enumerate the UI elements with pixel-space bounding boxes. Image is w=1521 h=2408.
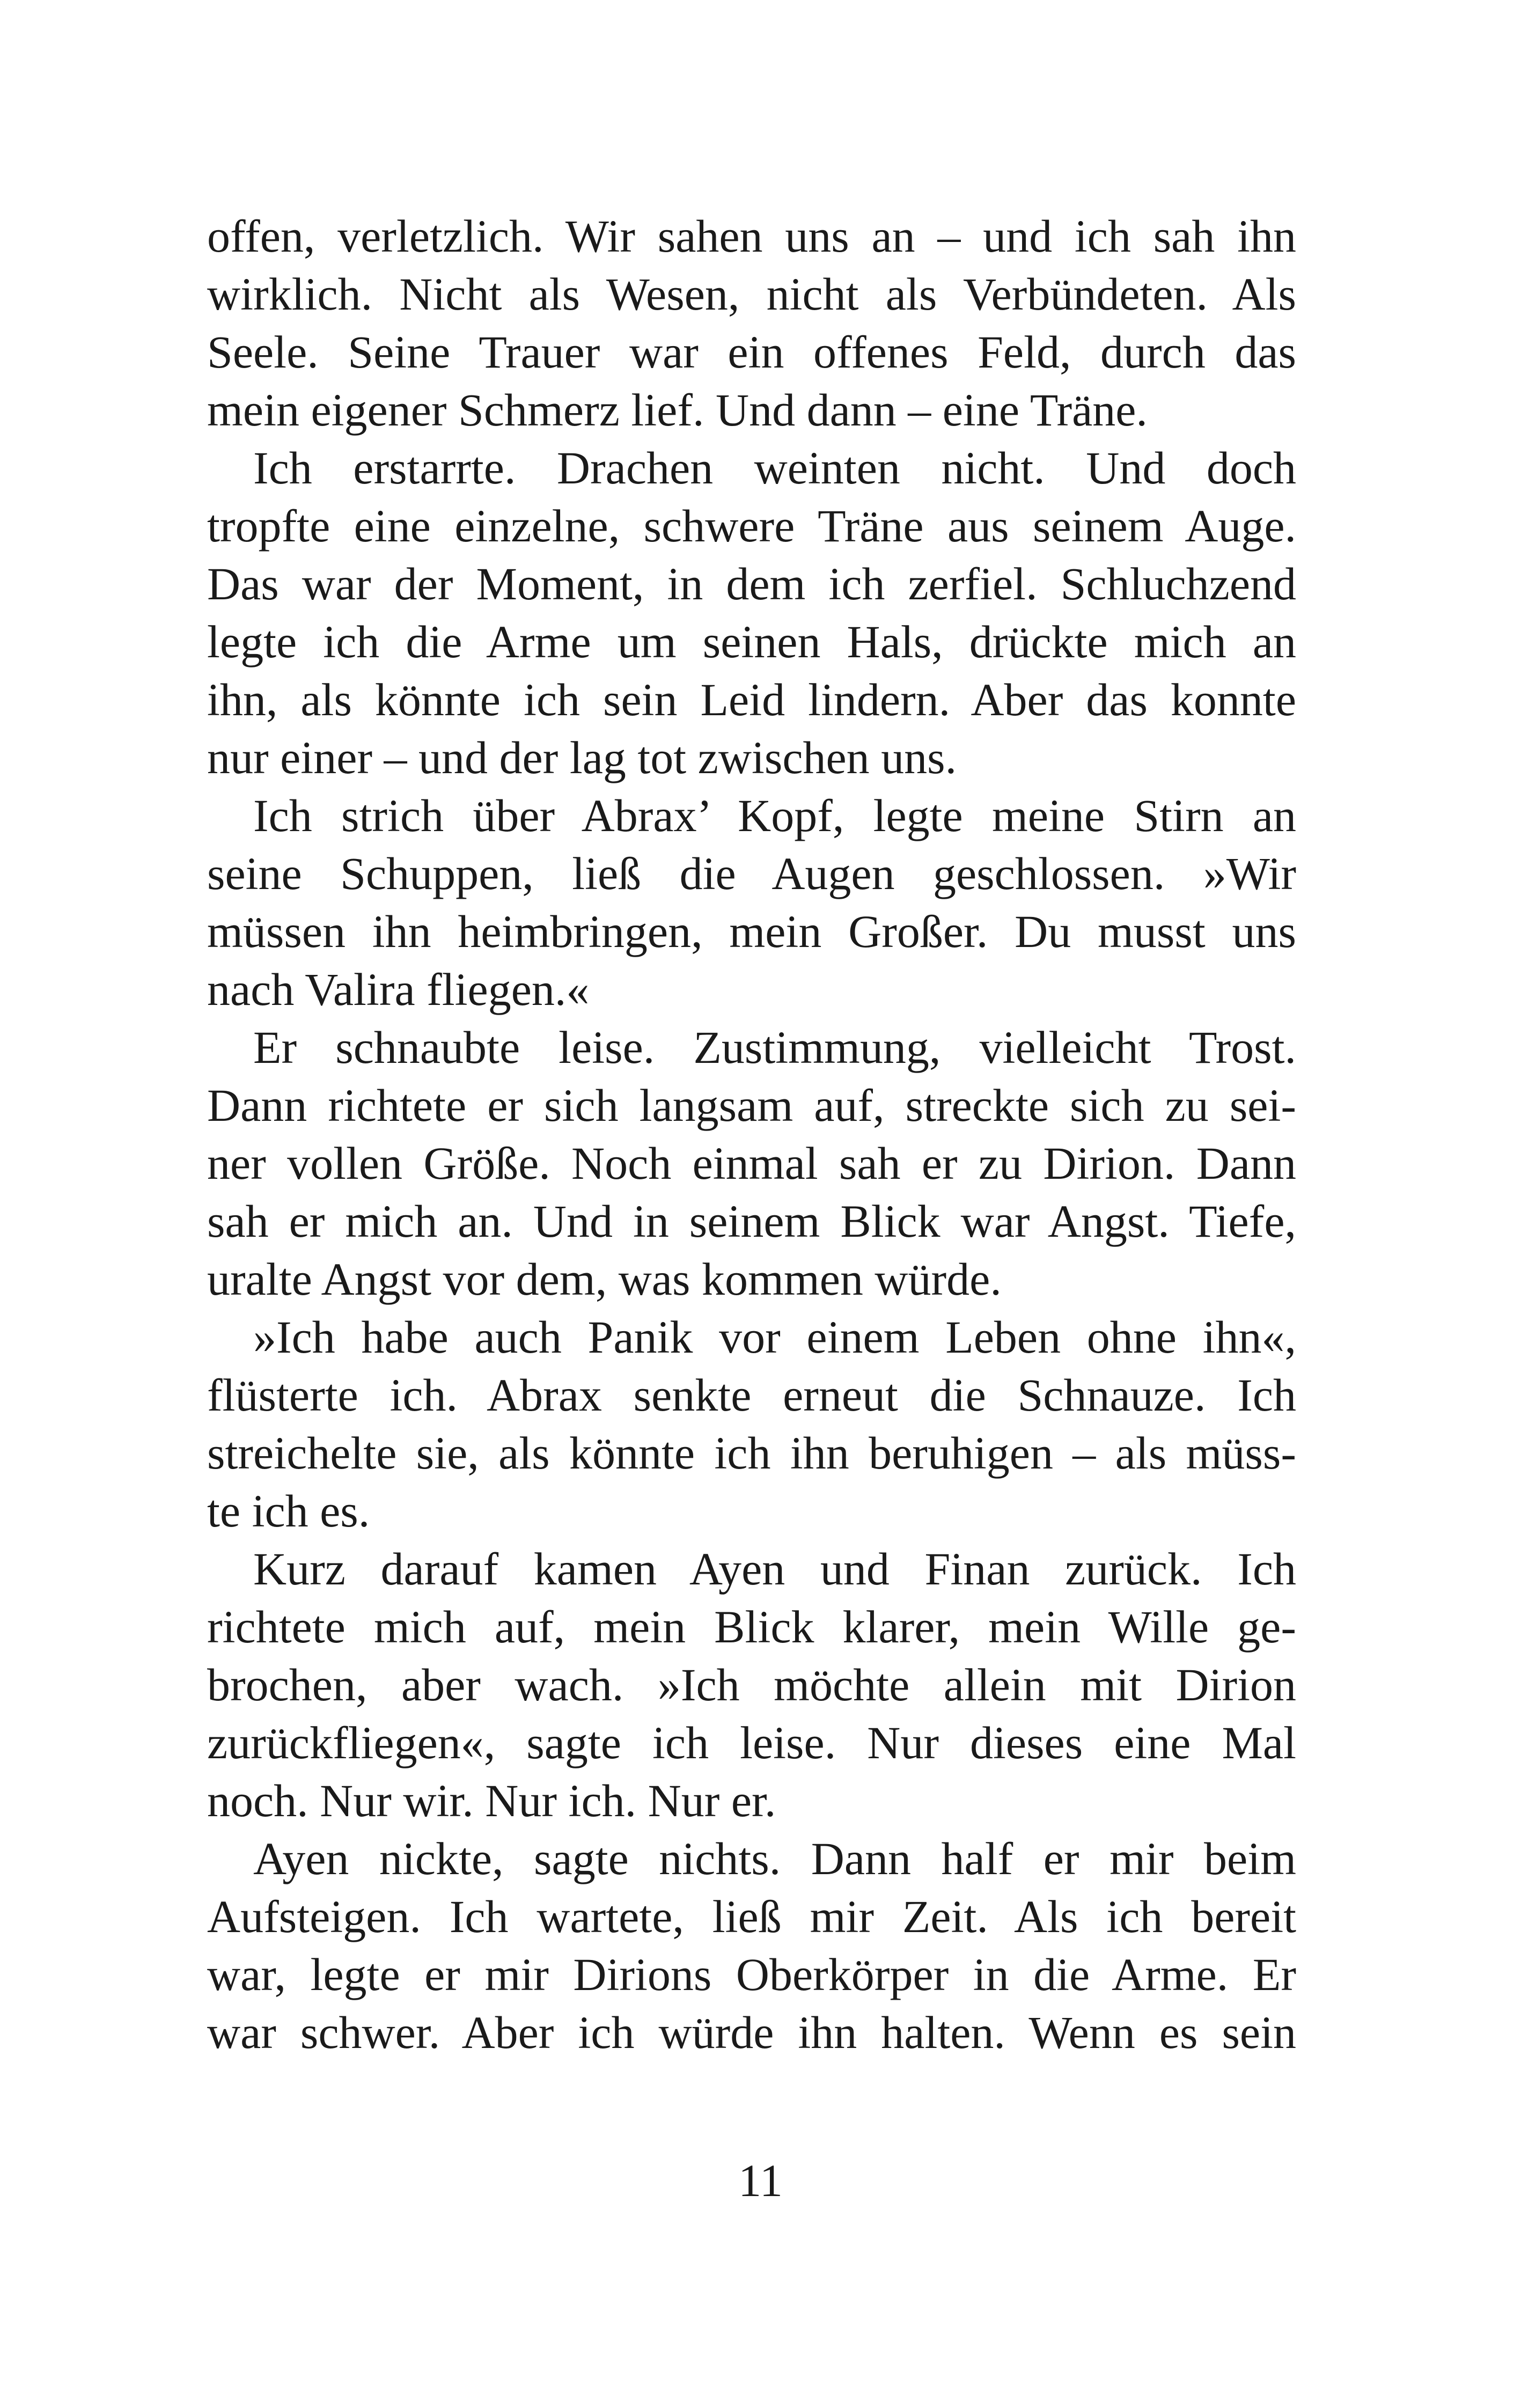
text-line: Seele. Seine Trauer war ein offenes Feld, durch das: [207, 326, 1296, 378]
text-line: war schwer. Aber ich würde ihn halten. Wenn es sein: [207, 2007, 1296, 2058]
text-line: nach Valira fliegen.«: [207, 964, 590, 1015]
paragraph-first-line: Ayen nickte, sagte nichts. Dann half er mir beim: [253, 1833, 1296, 1884]
text-line: streichelte sie, als könnte ich ihn beruhigen – als müss-: [207, 1427, 1296, 1479]
text-line: nur einer – und der lag tot zwischen uns.: [207, 732, 957, 783]
paragraph-first-line: Ich strich über Abrax’ Kopf, legte meine Stirn an: [253, 790, 1296, 841]
text-line: war, legte er mir Dirions Oberkörper in die Arme. Er: [207, 1949, 1296, 2000]
text-line: müssen ihn heimbringen, mein Großer. Du musst uns: [207, 906, 1296, 957]
text-line: sah er mich an. Und in seinem Blick war Angst. Tiefe,: [207, 1195, 1296, 1247]
page-number: 11: [738, 2155, 783, 2206]
body-text: [207, 207, 1296, 2061]
text-line: Aufsteigen. Ich wartete, ließ mir Zeit. Als ich bereit: [207, 1891, 1296, 1942]
text-line: mein eigener Schmerz lief. Und dann – eine Träne.: [207, 384, 1148, 436]
text-line: noch. Nur wir. Nur ich. Nur er.: [207, 1775, 776, 1826]
paragraph-first-line: Kurz darauf kamen Ayen und Finan zurück. Ich: [253, 1543, 1296, 1595]
text-line: offen, verletzlich. Wir sahen uns an – und ich sah ihn: [207, 210, 1296, 262]
text-line: wirklich. Nicht als Wesen, nicht als Verbündeten. Als: [207, 268, 1296, 320]
text-line: ihn, als könnte ich sein Leid lindern. Aber das konnte: [207, 674, 1296, 725]
text-line: brochen, aber wach. »Ich möchte allein mit Dirion: [207, 1659, 1296, 1710]
text-line: Das war der Moment, in dem ich zerfiel. Schluchzend: [207, 558, 1296, 610]
paragraph-first-line: »Ich habe auch Panik vor einem Leben ohne ihn«,: [253, 1311, 1296, 1363]
text-line: flüsterte ich. Abrax senkte erneut die Schnauze. Ich: [207, 1369, 1296, 1421]
text-line: tropfte eine einzelne, schwere Träne aus seinem Auge.: [207, 500, 1296, 552]
text-line: seine Schuppen, ließ die Augen geschlossen. »Wir: [207, 848, 1296, 899]
text-line: uralte Angst vor dem, was kommen würde.: [207, 1253, 1002, 1305]
text-line: Dann richtete er sich langsam auf, streckte sich zu sei-: [207, 1080, 1296, 1131]
text-line: te ich es.: [207, 1485, 370, 1537]
text-line: ner vollen Größe. Noch einmal sah er zu Dirion. Dann: [207, 1137, 1296, 1189]
text-line: richtete mich auf, mein Blick klarer, mein Wille ge-: [207, 1601, 1296, 1653]
paragraph-first-line: Er schnaubte leise. Zustimmung, vielleicht Trost.: [253, 1022, 1296, 1073]
text-line: zurückfliegen«, sagte ich leise. Nur dieses eine Mal: [207, 1717, 1296, 1768]
paragraph-first-line: Ich erstarrte. Drachen weinten nicht. Und doch: [253, 442, 1296, 494]
text-line: legte ich die Arme um seinen Hals, drückte mich an: [207, 616, 1296, 667]
